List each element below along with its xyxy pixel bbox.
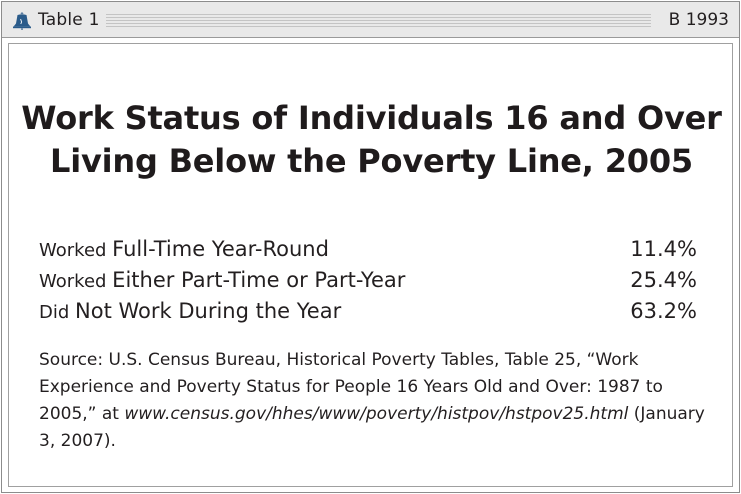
table-title: [9, 97, 734, 183]
row-label-text: Not Work During the Year: [75, 299, 342, 323]
row-label-text: Either Part-Time or Part-Year: [112, 268, 406, 292]
row-label-prefix: Did: [39, 302, 76, 323]
table-content: [8, 43, 733, 487]
source-url[interactable]: www.census.gov/hhes/www/poverty/histpov/hstpov25.html: [124, 404, 629, 424]
liberty-bell-icon: [12, 11, 32, 31]
source-date: (January 3, 2007).: [39, 404, 705, 451]
row-label-text: Full-Time Year-Round: [112, 237, 329, 261]
title-line-2: Living Below the Poverty Line, 2005: [50, 142, 693, 180]
table-header: [2, 2, 739, 38]
table-row: [39, 234, 697, 265]
row-value: 25.4%: [630, 268, 697, 292]
table-label: Table 1: [38, 10, 100, 30]
row-label: [39, 265, 405, 297]
source-label: Source:: [39, 350, 104, 370]
row-value: 63.2%: [630, 299, 697, 323]
row-label-prefix: Worked: [39, 240, 113, 261]
row-label: [39, 234, 329, 266]
source-text: U.S. Census Bureau, Historical Poverty Tables, Table 25, “Work Experience and Poverty Status for People 16 Years Old and Over: 1987 to 2005,” at: [39, 350, 663, 424]
data-rows: [39, 234, 697, 327]
table-frame: [1, 1, 740, 493]
report-code: B 1993: [668, 10, 729, 30]
table-row: [39, 265, 697, 296]
row-label-prefix: Worked: [39, 271, 113, 292]
table-row: [39, 296, 697, 327]
header-rule-lines: [106, 14, 651, 27]
row-label: [39, 296, 341, 328]
title-line-1: Work Status of Individuals 16 and Over: [21, 99, 722, 137]
row-value: 11.4%: [630, 237, 697, 261]
source-note: [39, 347, 719, 455]
